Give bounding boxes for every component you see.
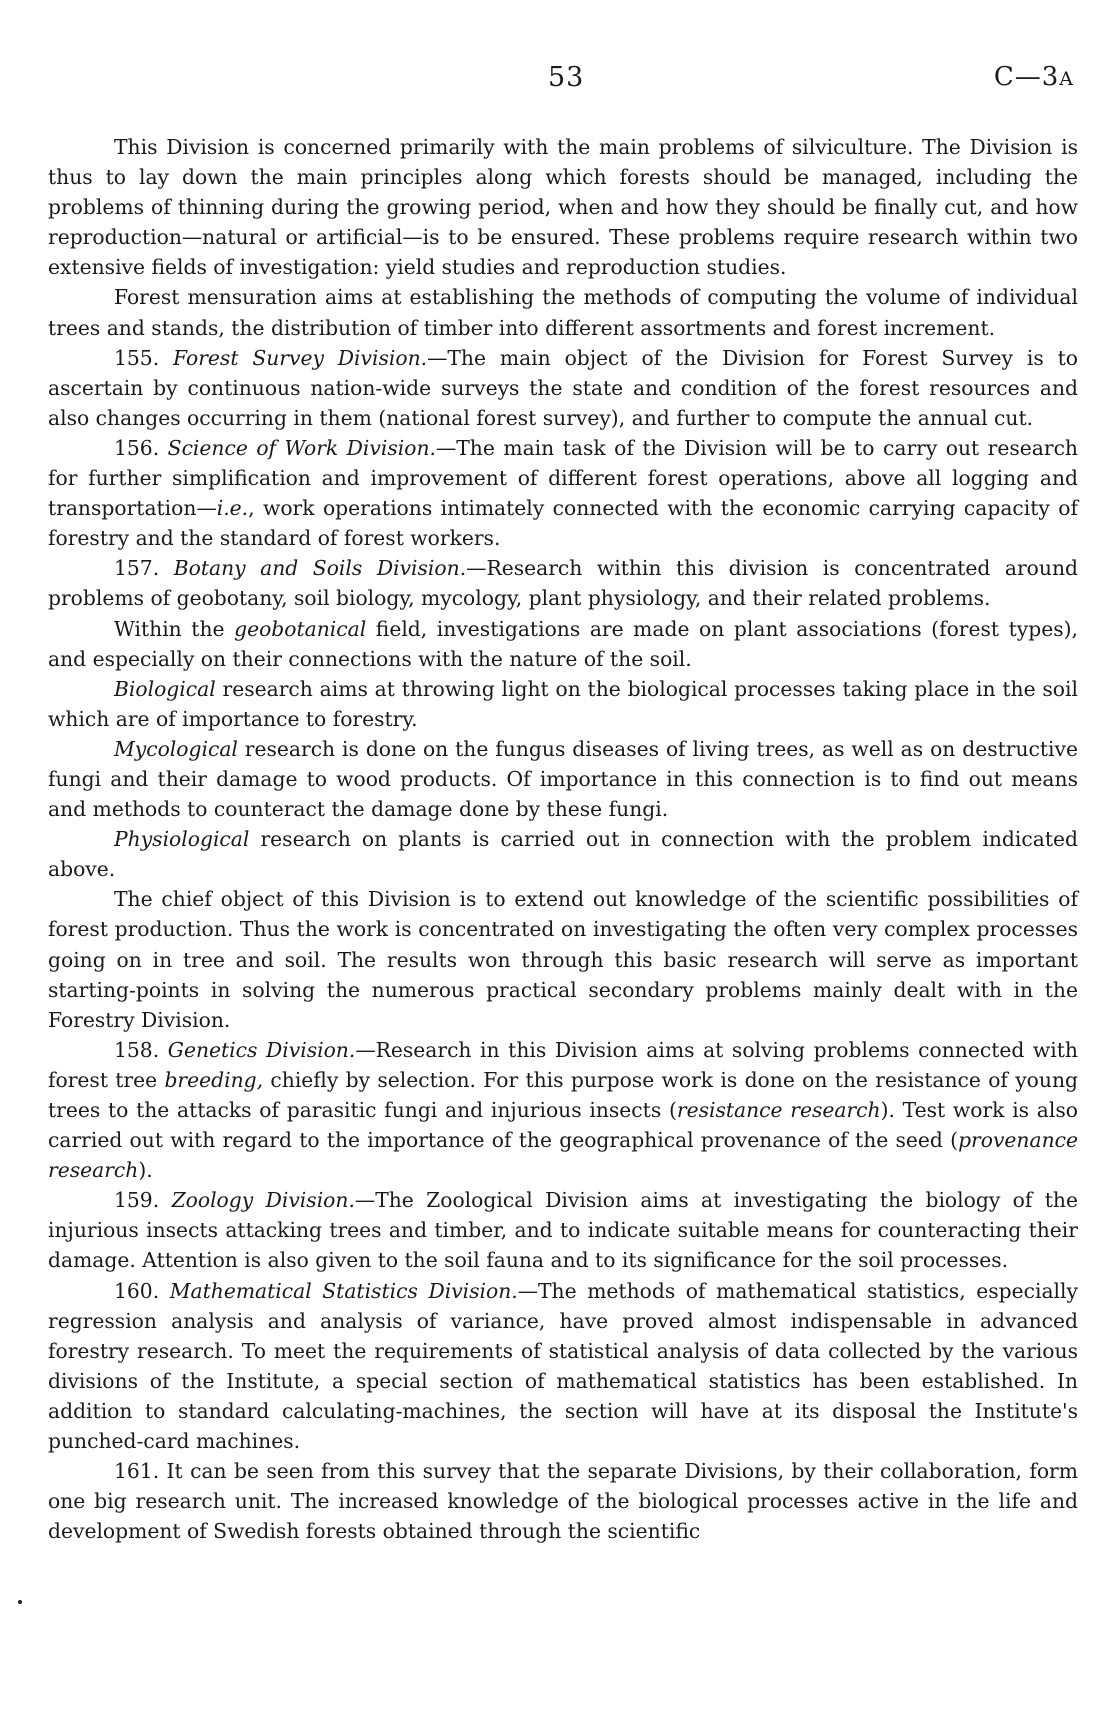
paragraph-text: —The main task of the Division will be to carry out research for further simplification and improvement of different forest operations, above all logging and transportation— bbox=[48, 435, 1078, 521]
paragraph-text: —Research within this division is concentrated around problems of geobotany, soil biology, mycology, plant physiology, and their related problems. bbox=[48, 556, 1078, 611]
italic-term: Mycological bbox=[114, 736, 238, 761]
paragraph-mensuration bbox=[48, 282, 1078, 342]
section-title: Botany and Soils Division. bbox=[173, 556, 467, 581]
document-reference-main: C—3 bbox=[993, 62, 1060, 92]
italic-term: i.e. bbox=[216, 496, 249, 521]
section-number: 156. bbox=[114, 435, 160, 460]
paragraph-text: The chief object of this Division is to extend out knowledge of the scientific possibilities of forest production. Thus the work is concentrated on investigating the often very complex processes going on in tree and soil. The results won through this basic research will serve as important starting-points in solving the numerous practical secondary problems mainly dealt with in the Forestry Division. bbox=[48, 887, 1078, 1032]
paragraph-silviculture bbox=[48, 132, 1078, 282]
paragraph-text: research aims at throwing light on the biological processes taking place in the soil which are of importance to forestry. bbox=[48, 676, 1078, 731]
paragraph-text: field, investigations are made on plant associations (forest types), and especially on their connections with the nature of the soil. bbox=[48, 616, 1078, 671]
document-reference-suffix: A bbox=[1059, 68, 1074, 90]
italic-term: Physiological bbox=[114, 827, 250, 852]
section-number: 159. bbox=[114, 1188, 160, 1213]
paragraph-mycological bbox=[48, 734, 1078, 824]
paragraph-physiological bbox=[48, 824, 1078, 884]
paragraph-text: This Division is concerned primarily with the main problems of silviculture. The Division is thus to lay down the main principles along which forests should be managed, including the problems of thinning during the growing period, when and how they should be finally cut, and how reproduction—natural or artificial—is to be ensured. These problems require research within two extensive fields of investigation: yield studies and reproduction studies. bbox=[48, 135, 1078, 280]
italic-term: provenance research bbox=[48, 1128, 1078, 1183]
paragraph-text: research is done on the fungus diseases of living trees, as well as on destructive fungi and their damage to wood products. Of importance in this connection is to find out means and methods to counteract the damage done by these fungi. bbox=[48, 736, 1078, 822]
paragraph-161 bbox=[48, 1456, 1078, 1546]
paragraph-158 bbox=[48, 1035, 1078, 1185]
paragraph-text: research on plants is carried out in connection with the problem indicated above. bbox=[48, 827, 1078, 882]
section-number: 161. bbox=[114, 1459, 160, 1484]
paragraph-text: Within the bbox=[114, 616, 235, 641]
paragraph-text: chiefly by selection. For this purpose work is done on the resistance of young trees to the attacks of parasitic fungi and injurious insects ( bbox=[48, 1067, 1078, 1122]
body-text bbox=[48, 132, 1078, 1546]
paragraph-text: ). Test work is also carried out with regard to the importance of the geographical provenance of the seed ( bbox=[48, 1098, 1079, 1153]
paragraph-156 bbox=[48, 433, 1078, 553]
paragraph-160 bbox=[48, 1276, 1078, 1457]
italic-term: geobotanical bbox=[234, 616, 367, 641]
document-reference bbox=[994, 62, 1074, 92]
paragraph-chief-object bbox=[48, 884, 1078, 1034]
section-number: 157. bbox=[114, 556, 160, 581]
section-title: Mathematical Statistics Division. bbox=[169, 1278, 518, 1303]
section-number: 160. bbox=[114, 1278, 160, 1303]
paragraph-155 bbox=[48, 343, 1078, 433]
paragraph-text: —The main object of the Division for Forest Survey is to ascertain by continuous nation-wide surveys the state and condition of the forest resources and also changes occurring in them (national forest survey), and further to compute the annual cut. bbox=[48, 345, 1078, 430]
paragraph-159 bbox=[48, 1185, 1078, 1275]
italic-term: resistance research bbox=[676, 1098, 881, 1122]
paragraph-geobotanical bbox=[48, 614, 1078, 674]
paragraph-text: —The Zoological Division aims at investigating the biology of the injurious insects attacking trees and timber, and to indicate suitable means for counteracting their damage. Attention is also given to the soil fauna and to its significance for the soil processes. bbox=[48, 1188, 1078, 1273]
paragraph-text: , work operations intimately connected with the economic carrying capacity of forestry and the standard of forest workers. bbox=[48, 496, 1078, 551]
italic-term: breeding, bbox=[164, 1067, 264, 1092]
paragraph-biological bbox=[48, 674, 1078, 734]
paragraph-text: —The methods of mathematical statistics, especially regression analysis and analysis of variance, have proved almost indispensable in advanced forestry research. To meet the requirements of statistical analysis of data collected by the various divisions of the Institute, a special section of mathematical statistics has been established. In addition to standard calculating-machines, the section will have at its disposal the Institute's punched-card machines. bbox=[48, 1278, 1078, 1454]
page-number: 53 bbox=[548, 62, 585, 93]
page-header bbox=[0, 62, 1114, 102]
paragraph-157 bbox=[48, 553, 1078, 613]
paragraph-text: ). bbox=[138, 1158, 153, 1183]
section-title: Genetics Division. bbox=[167, 1037, 356, 1062]
section-title: Science of Work Division. bbox=[167, 435, 436, 460]
italic-term: Biological bbox=[114, 676, 216, 701]
section-number: 155. bbox=[114, 345, 160, 370]
section-number: 158. bbox=[114, 1037, 160, 1062]
section-title: Forest Survey Division. bbox=[173, 345, 428, 370]
paragraph-text: Forest mensuration aims at establishing the methods of computing the volume of individual trees and stands, the distribution of timber into different assortments and forest increment. bbox=[48, 285, 1078, 340]
section-title: Zoology Division. bbox=[171, 1188, 355, 1213]
margin-mark bbox=[18, 1600, 22, 1604]
paragraph-text: It can be seen from this survey that the separate Divisions, by their collaboration, form one big research unit. The increased knowledge of the biological processes active in the life and development of Swedish forests obtained through the scientific bbox=[48, 1459, 1078, 1544]
paragraph-text: —Research in this Division aims at solving problems connected with forest tree bbox=[48, 1037, 1078, 1092]
